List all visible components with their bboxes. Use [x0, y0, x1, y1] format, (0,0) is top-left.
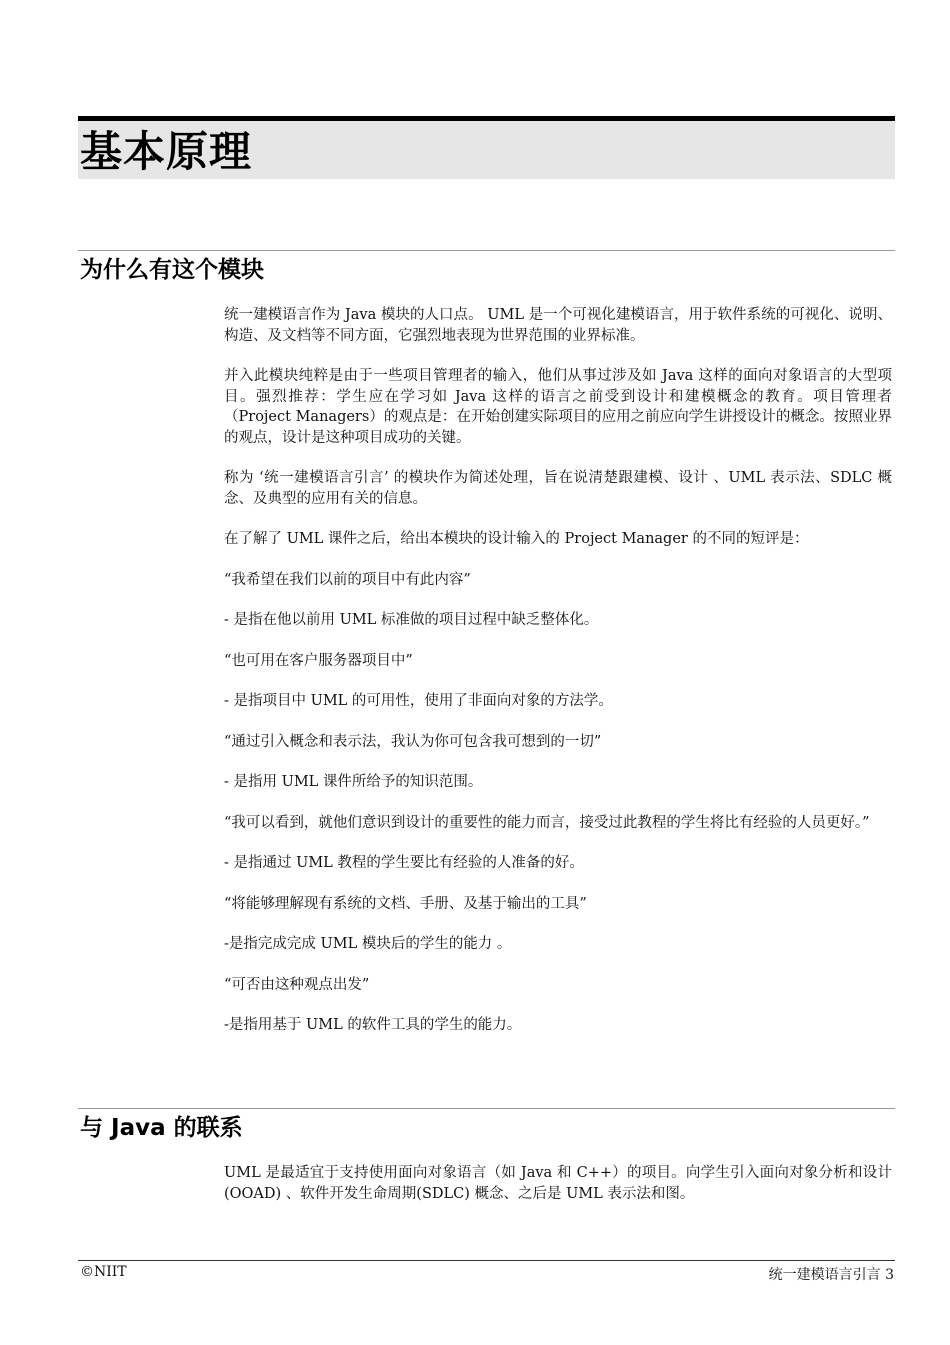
explanation-paragraph: - 是指用 UML 课件所给予的知识范围。: [224, 774, 483, 790]
quote-paragraph: “我可以看到，就他们意识到设计的重要性的能力而言，接受过此教程的学生将比有经验的人员更好。”: [224, 814, 870, 831]
page-title: 基本原理: [80, 127, 253, 176]
quote-paragraph: “可否由这种观点出发”: [224, 976, 370, 993]
page-title-band: [78, 116, 895, 179]
explanation-paragraph: -是指完成完成 UML 模块后的学生的能力 。: [224, 936, 512, 952]
quote-paragraph: “也可用在客户服务器项目中”: [224, 652, 413, 669]
explanation-paragraph: - 是指在他以前用 UML 标准做的项目过程中缺乏整体化。: [224, 612, 599, 628]
explanation-paragraph: - 是指项目中 UML 的可用性，使用了非面向对象的方法学。: [224, 693, 613, 709]
quote-paragraph: “我希望在我们以前的项目中有此内容”: [224, 571, 471, 588]
section-heading-java-relation: 与 Java 的联系: [80, 1115, 243, 1141]
explanation-paragraph: -是指用基于 UML 的软件工具的学生的能力。: [224, 1017, 522, 1033]
paragraph: 并入此模块纯粹是由于一些项目管理者的输入，他们从事过涉及如 Java 这样的面向对象语言的大型项目。强烈推荐：学生应在学习如 Java 这样的语言之前受到设计和建模概念的教育。项目管理者（Project Managers）的观点是：在开始创建实际项目的应用之前应向学生讲授设计的概念。按照业界的观点，设计是这种项目成功的关键。: [224, 368, 892, 446]
section-heading-why-module: 为什么有这个模块: [80, 257, 264, 283]
section-body-java-relation: [224, 1163, 892, 1224]
footer-copyright: ©NIIT: [80, 1264, 127, 1280]
quote-paragraph: “通过引入概念和表示法，我认为你可包含我可想到的一切”: [224, 733, 602, 750]
paragraph: 在了解了 UML 课件之后，给出本模块的设计输入的 Project Manager 的不同的短评是：: [224, 531, 809, 547]
paragraph: 统一建模语言作为 Java 模块的人口点。 UML 是一个可视化建模语言，用于软件系统的可视化、说明、构造、及文档等不同方面，它强烈地表现为世界范围的业界标准。: [224, 307, 892, 344]
quote-paragraph: “将能够理解现有系统的文档、手册、及基于输出的工具”: [224, 895, 587, 912]
paragraph: 称为 ‘统一建模语言引言’ 的模块作为简述处理，旨在说清楚跟建模、设计 、UML 表示法、SDLC 概念、及典型的应用有关的信息。: [224, 470, 892, 507]
paragraph: UML 是最适宜于支持使用面向对象语言（如 Java 和 C++）的项目。向学生引入面向对象分析和设计(OOAD) 、软件开发生命周期(SDLC) 概念、之后是 UML 表示法和图。: [224, 1165, 892, 1202]
section-divider: [78, 1108, 895, 1109]
footer-divider: [78, 1260, 895, 1261]
footer-page-label: 统一建模语言引言 3: [768, 1267, 894, 1283]
explanation-paragraph: - 是指通过 UML 教程的学生要比有经验的人准备的好。: [224, 855, 584, 871]
section-body-why-module: [224, 305, 892, 1056]
section-divider: [78, 250, 895, 251]
